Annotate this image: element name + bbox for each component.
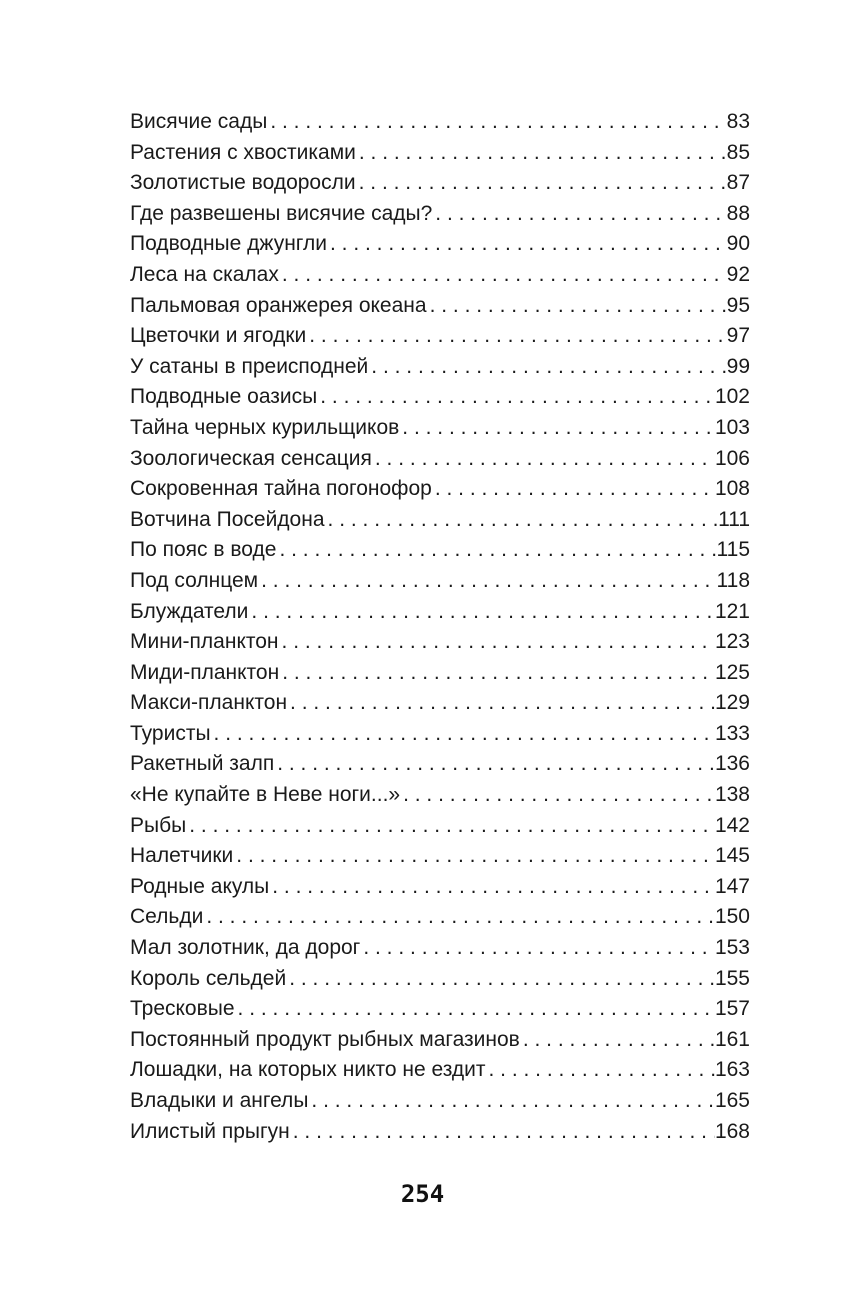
toc-entry-page: 121 [714,599,750,623]
toc-dot-leader [186,811,715,842]
toc-dot-leader [360,933,715,964]
toc-entry-page: 103 [714,415,750,439]
toc-entry-page: 83 [726,110,750,133]
toc-entry [130,535,750,566]
toc-entry-page: 97 [726,324,750,348]
toc-entry-title: Рыбы [130,813,187,837]
toc-entry-page: 102 [714,385,750,409]
toc-entry-page: 92 [726,262,750,286]
toc-entry-title: «Не купайте в Неве ноги...» [130,783,401,807]
toc-entry [130,229,750,260]
toc-entry-title: Зоологическая сенсация [130,446,372,470]
toc-entry [130,933,750,964]
toc-entry-page: 150 [714,905,750,929]
toc-entry-page: 165 [714,1089,750,1112]
toc-entry-page: 153 [714,936,750,960]
toc-entry [130,1025,750,1056]
toc-entry-page: 133 [714,721,750,745]
toc-entry-title: Вотчина Посейдона [130,507,325,531]
toc-entry-title: Мал золотник, да дорог [130,936,361,960]
toc-entry-title: Ракетный залп [130,752,275,776]
toc-entry-page: 85 [726,140,750,164]
toc-dot-leader [399,413,715,444]
toc-entry-title: Золотистые водоросли [130,171,356,195]
toc-entry [130,780,750,811]
toc-entry-page: 125 [714,660,750,684]
toc-dot-leader [432,199,726,230]
toc-dot-leader [233,841,715,872]
toc-entry-page: 157 [714,997,750,1021]
toc-dot-leader [276,535,716,566]
toc-entry-page: 138 [714,783,750,807]
toc-dot-leader [356,168,727,199]
toc-entry [130,505,750,536]
toc-dot-leader [274,749,715,780]
toc-entry-title: Под солнцем [130,568,259,592]
toc-dot-leader [317,382,715,413]
toc-entry-title: По пояс в воде [130,538,277,562]
toc-entry [130,749,750,780]
toc-entry [130,811,750,842]
toc-entry-page: 115 [716,538,750,562]
toc-entry-page: 99 [726,354,750,378]
toc-dot-leader [203,902,715,933]
toc-dot-leader [356,138,727,169]
toc-entry-title: Висячие сады [130,110,268,133]
toc-entry-title: Налетчики [130,844,234,868]
toc-entry-title: Мини-планктон [130,630,279,654]
toc-dot-leader [279,658,715,689]
toc-entry-page: 90 [726,232,750,256]
toc-dot-leader [325,505,719,536]
toc-entry [130,321,750,352]
toc-entry-page: 145 [714,844,750,868]
toc-entry-page: 168 [714,1119,750,1143]
toc-entry-title: Туристы [130,721,211,745]
toc-entry [130,138,750,169]
toc-dot-leader [267,107,726,138]
toc-entry [130,688,750,719]
toc-entry [130,382,750,413]
toc-entry-page: 161 [714,1027,750,1051]
toc-dot-leader [427,291,727,322]
table-of-contents [130,107,750,1147]
toc-entry-page: 118 [716,568,750,592]
toc-dot-leader [235,994,715,1025]
toc-entry-page: 87 [726,171,750,195]
toc-entry-title: Владыки и ангелы [130,1089,309,1112]
toc-entry-page: 95 [726,293,750,317]
toc-entry-title: Леса на скалах [130,262,279,286]
toc-entry-page: 142 [714,813,750,837]
toc-dot-leader [211,719,715,750]
toc-dot-leader [400,780,715,811]
toc-dot-leader [486,1055,715,1086]
toc-entry [130,444,750,475]
toc-entry-title: Подводные оазисы [130,385,318,409]
toc-dot-leader [368,352,726,383]
toc-entry-title: Подводные джунгли [130,232,327,256]
toc-entry [130,872,750,903]
toc-entry [130,964,750,995]
toc-entry-title: Король сельдей [130,966,287,990]
toc-entry [130,994,750,1025]
toc-entry-title: Родные акулы [130,874,270,898]
toc-entry [130,168,750,199]
toc-entry-title: Постоянный продукт рыбных магазинов [130,1027,520,1051]
toc-dot-leader [432,474,715,505]
toc-entry [130,597,750,628]
toc-entry-title: Тайна черных курильщиков [130,415,400,439]
toc-entry [130,413,750,444]
toc-dot-leader [520,1025,715,1056]
toc-entry-title: Пальмовая оранжерея океана [130,293,427,317]
toc-entry [130,719,750,750]
toc-entry-title: Сельди [130,905,204,929]
toc-entry-page: 108 [714,477,750,501]
toc-entry [130,841,750,872]
toc-entry-page: 136 [714,752,750,776]
toc-entry [130,352,750,383]
toc-entry [130,107,750,138]
toc-entry [130,1055,750,1086]
toc-entry-page: 163 [714,1058,750,1082]
toc-entry-page: 123 [714,630,750,654]
toc-entry-page: 155 [714,966,750,990]
toc-dot-leader [269,872,715,903]
toc-dot-leader [290,1117,715,1148]
toc-entry [130,1117,750,1148]
toc-dot-leader [327,229,727,260]
toc-dot-leader [287,688,715,719]
toc-dot-leader [306,321,726,352]
toc-entry-title: Растения с хвостиками [130,140,356,164]
toc-dot-leader [248,597,715,628]
toc-dot-leader [286,964,715,995]
toc-entry-title: Макси-планктон [130,691,288,715]
toc-entry [130,566,750,597]
page-number: 254 [400,1180,445,1208]
toc-dot-leader [372,444,715,475]
toc-entry-page: 111 [718,507,750,531]
toc-dot-leader [279,260,727,291]
toc-entry-title: Тресковые [130,997,235,1021]
toc-entry [130,260,750,291]
toc-entry-page: 147 [714,874,750,898]
toc-entry-title: Миди-планктон [130,660,280,684]
toc-dot-leader [279,627,715,658]
toc-entry-page: 129 [714,691,750,715]
toc-entry [130,474,750,505]
toc-entry [130,627,750,658]
toc-entry-title: Цветочки и ягодки [130,324,307,348]
toc-entry [130,902,750,933]
toc-entry [130,658,750,689]
toc-entry-title: Лошадки, на которых никто не ездит [130,1058,486,1082]
toc-entry [130,291,750,322]
toc-entry-title: Где развешены висячие сады? [130,201,433,225]
toc-entry-page: 88 [726,201,750,225]
toc-dot-leader [308,1086,715,1117]
toc-entry-title: Сокровенная тайна погонофор [130,477,432,501]
toc-entry [130,1086,750,1117]
toc-entry-title: Илистый прыгун [130,1119,290,1143]
toc-entry-title: Блуждатели [130,599,249,623]
toc-entry [130,199,750,230]
toc-entry-title: У сатаны в преисподней [130,354,369,378]
toc-entry-page: 106 [714,446,750,470]
toc-dot-leader [258,566,716,597]
